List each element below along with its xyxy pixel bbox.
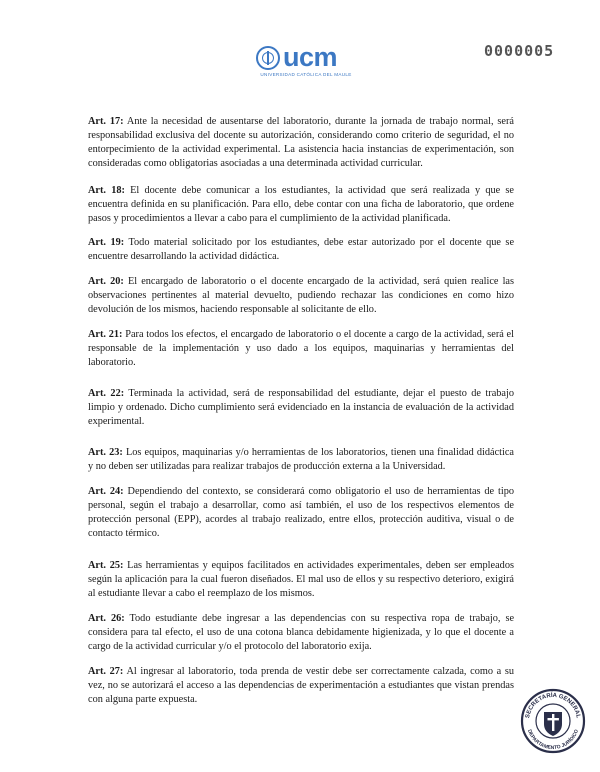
article-text: El docente debe comunicar a los estudiantes, la actividad que será realizada y que se encuentra definida en su planificación. Para ello, debe contar con una ficha de laboratorio, que ordene pasos y procedimientos a llevar a cabo para el cumplimiento de la actividad planificada. <box>88 185 514 224</box>
article-label: Art. 24: <box>88 486 124 497</box>
article-17 <box>88 115 514 171</box>
ucm-logo <box>256 44 356 82</box>
article-label: Art. 17: <box>88 116 124 127</box>
article-label: Art. 21: <box>88 329 123 340</box>
article-25 <box>88 559 514 601</box>
article-label: Art. 23: <box>88 447 123 458</box>
article-18 <box>88 184 514 226</box>
article-20 <box>88 275 514 317</box>
article-23 <box>88 446 514 474</box>
document-number: 0000005 <box>484 42 555 60</box>
seal-top-text: SECRETARÍA GENERAL <box>525 692 581 719</box>
article-label: Art. 26: <box>88 613 125 624</box>
article-27 <box>88 665 514 707</box>
article-text: Los equipos, maquinarias y/o herramientas de los laboratorios, tienen una finalidad didáctica y no deben ser utilizadas para realizar trabajos de producción externa a la Universidad. <box>88 447 515 472</box>
article-label: Art. 18: <box>88 185 125 196</box>
article-24 <box>88 485 514 541</box>
article-label: Art. 27: <box>88 666 124 677</box>
article-22 <box>88 387 514 429</box>
article-label: Art. 22: <box>88 388 125 399</box>
article-text: Las herramientas y equipos facilitados en actividades experimentales, deben ser empleados según la aplicación para la cual fueron diseñados. El mal uso de ellos y su respectivo deterioro, exigirá al estudiante llevar a cabo el reemplazo de los mismos. <box>88 560 514 599</box>
logo-subtitle: UNIVERSIDAD CATÓLICA DEL MAULE <box>260 72 352 77</box>
article-19 <box>88 236 514 264</box>
article-text: Al ingresar al laboratorio, toda prenda de vestir debe ser correctamente calzada, como a su vez, no se autorizará el acceso a las dependencias de experimentación a estudiantes que vistan prendas con alguna parte expuesta. <box>88 666 514 705</box>
logo-wordmark: ucm <box>283 42 338 72</box>
article-text: Terminada la actividad, será de responsabilidad del estudiante, dejar el puesto de trabajo limpio y ordenado. Dicho cumplimiento será evidenciado en la instancia de evaluación de la actividad experimental. <box>88 388 514 427</box>
article-text: El encargado de laboratorio o el docente encargado de la actividad, será quien realice las observaciones pertinentes al material devuelto, pudiendo rechazar las condiciones en como hizo devolución de los mismos, haciendo responsable al solicitante de ello. <box>88 276 515 315</box>
shield-cross-icon <box>544 712 562 736</box>
article-text: Todo estudiante debe ingresar a las dependencias con su respectiva ropa de trabajo, se considera para tal efecto, el uso de una cotona blanca debidamente higienizada, y lo que el docente a cargo de la actividad curricular y/o el protocolo del laboratorio exija. <box>88 613 515 652</box>
article-text: Para todos los efectos, el encargado de laboratorio o el docente a cargo de la actividad, será el responsable de la implementación y uso dado a los equipos, maquinarias y herramientas del laboratorio. <box>88 329 514 368</box>
article-label: Art. 25: <box>88 560 124 571</box>
page-header <box>0 0 600 100</box>
article-label: Art. 19: <box>88 237 125 248</box>
official-seal-stamp <box>520 688 586 754</box>
seal-bottom-text: DEPARTAMENTO JURÍDICO <box>526 728 580 752</box>
article-text: Dependiendo del contexto, se considerará como obligatorio el uso de herramientas de tipo personal, según el trabajo a desarrollar, como así también, el uso de los respectivos elementos de protección personal (EPP), acordes al trabajo realizado, entre ellos, protección auditiva, visual o de contacto térmico. <box>88 486 515 539</box>
article-label: Art. 20: <box>88 276 124 287</box>
university-crest-icon <box>256 46 280 70</box>
article-text: Todo material solicitado por los estudiantes, debe estar autorizado por el docente que se encuentre desarrollando la actividad didáctica. <box>88 237 515 262</box>
article-26 <box>88 612 514 654</box>
article-21 <box>88 328 514 370</box>
article-text: Ante la necesidad de ausentarse del laboratorio, durante la jornada de trabajo normal, será responsabilidad exclusiva del docente su autorización, considerando como criterio de seguridad, el no entorpecimiento de la actividad experimental. La asistencia hacia instancias de experimentación, son consideradas como obligatorias asociadas a una determinada actividad curricular. <box>88 116 514 169</box>
regulation-body <box>88 115 514 707</box>
